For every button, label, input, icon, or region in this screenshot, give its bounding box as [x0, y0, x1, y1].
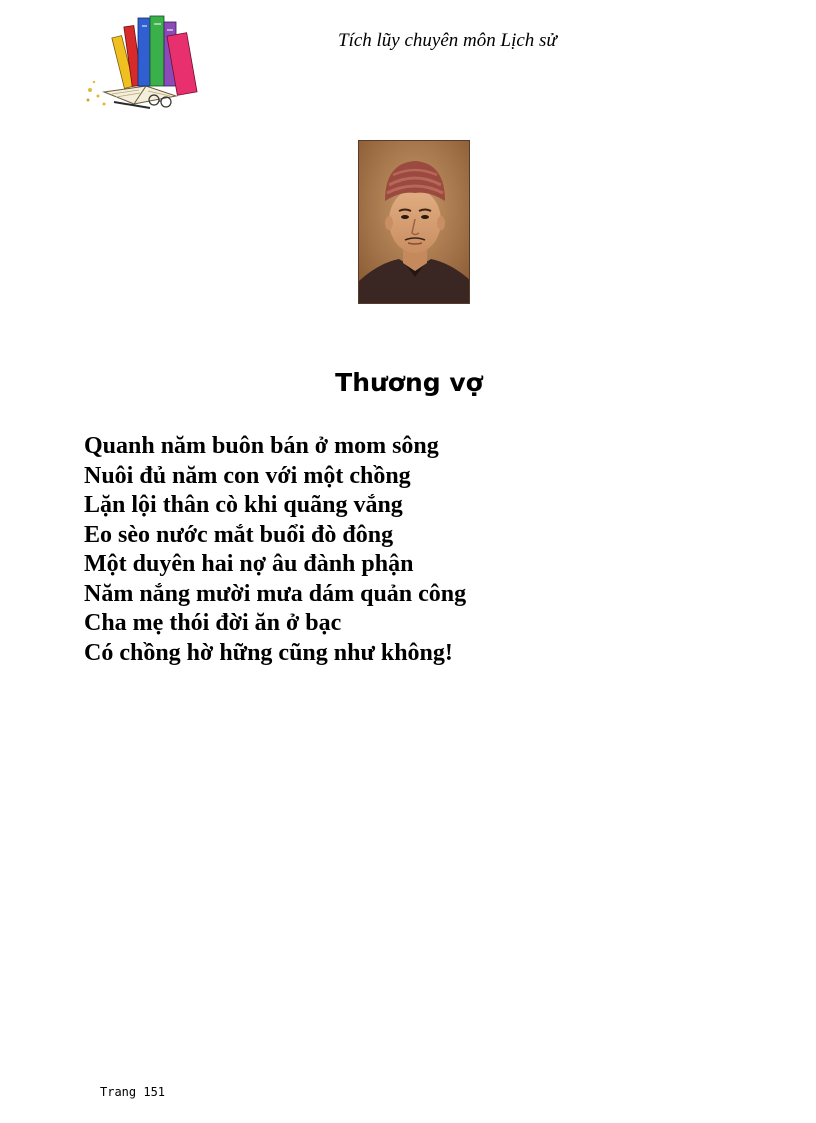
poem-line: Lặn lội thân cò khi quãng vắng: [84, 492, 403, 518]
page-number: Trang 151: [100, 1085, 166, 1099]
poem-line: Eo sèo nước mắt buổi đò đông: [84, 521, 394, 548]
poem-title: Thương vợ: [335, 368, 483, 397]
poem-body: [84, 432, 466, 668]
poem-line: Cha mẹ thói đời ăn ở bạc: [84, 610, 342, 636]
poem-line: Năm nắng mười mưa dám quản công: [84, 580, 467, 607]
poem-line: Có chồng hờ hững cũng như không!: [84, 639, 453, 666]
poem-line: Một duyên hai nợ âu đành phận: [84, 551, 414, 577]
books-logo-icon: [84, 12, 206, 112]
poem-line: Quanh năm buôn bán ở mom sông: [84, 433, 439, 459]
portrait-image: [358, 140, 470, 304]
poem-line: Nuôi đủ năm con với một chồng: [84, 462, 411, 489]
header-title: Tích lũy chuyên môn Lịch sử: [338, 30, 557, 51]
